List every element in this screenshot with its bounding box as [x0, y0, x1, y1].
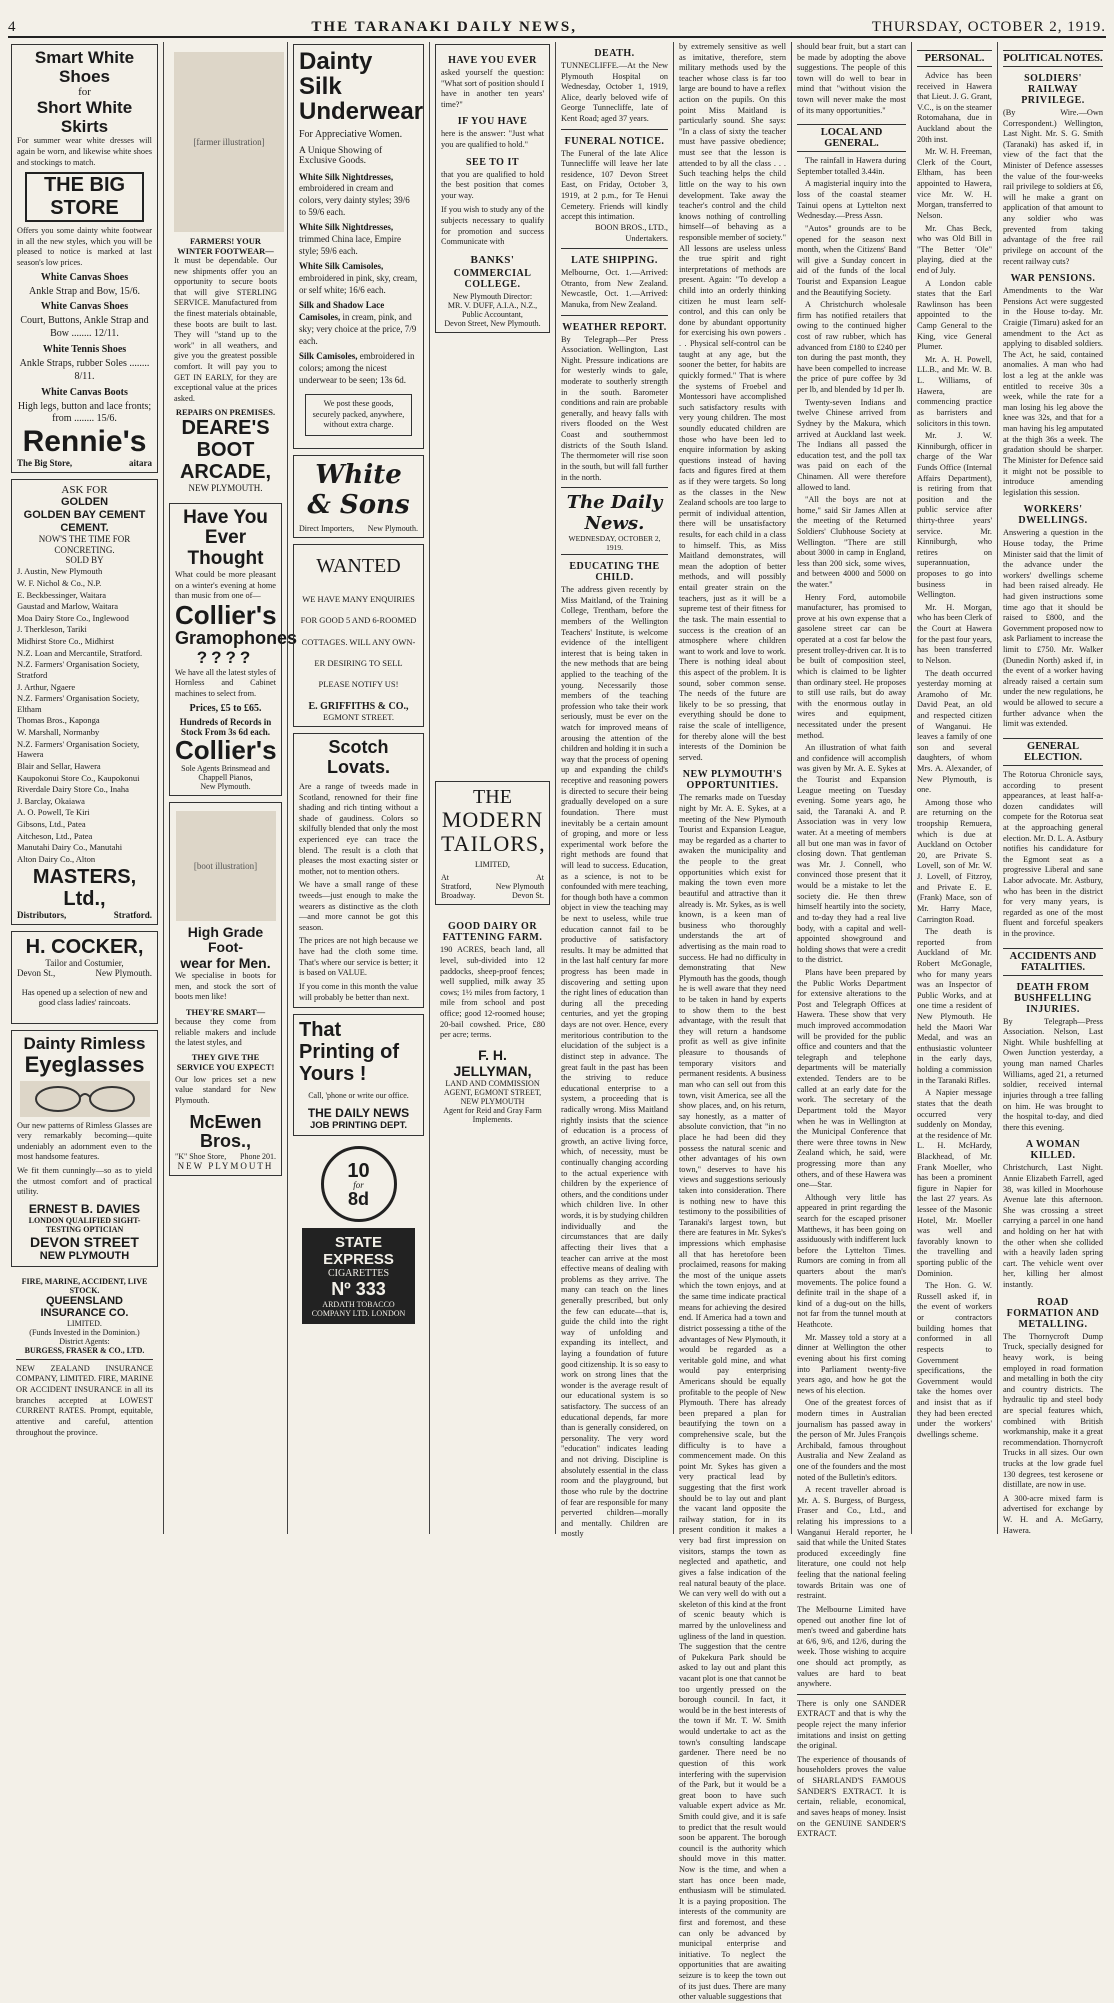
funeral-notice: The Funeral of the late Alice Tunnecliffe will leave her late residence, 107 Devon Street East, on Friday, October 3, 1919, at 2 p.m., for Te Henui Cemetery. Friends will kindly accept this intimation.	[561, 148, 668, 222]
personal-paragraph: A London cable states that the Earl Rawlinson has been appointed to the Camp General to the King, vice General Plumer.	[917, 278, 992, 352]
personal-paragraph: The Hon. G. W. Russell asked if, in the event of workers or contractors building homes that conformed in all respects to Government specifications, the Government would take the homes over and insist that as if they had been erected under the workers' dwellings scheme.	[917, 1281, 992, 1439]
white-sons-footer	[299, 524, 418, 533]
column-8	[912, 42, 998, 1534]
local-paragraph: Although very little has appeared in print regarding the search for the escaped prisoner Matthews, it has been going on assiduously with indifferent luck before the Lyttelton Times. Rumors are coming in from all quarters about the man's movements. The police found a definite trail in the shape of a kind of a dug-out on the hills, not far from the tunnel mouth at Heathcote.	[797, 1192, 906, 1330]
newspaper-title: THE TARANAKI DAILY NEWS,	[311, 19, 577, 35]
workers-text: Answering a question in the House today, the Prime Minister said that the limit of the advance under the workers' dwellings scheme had been raised already. He had given instructions some time ago that it should be raised to £800, and the Government proposed now to ask Parliament to increase the limit to £750. Mr. Walker (Dunedin North) asked if, in the event of a worker having already raised a certain sum under the new regulations, he would be allowed to secure a further advance when the limit was extended.	[1003, 528, 1103, 729]
dainty-item-desc: embroidered in cream and colors, very dainty styles; 39/6 to 59/6 each.	[299, 183, 410, 217]
state-express-maker: ARDATH TOBACCO COMPANY LTD. LONDON	[311, 1300, 406, 1319]
dainty-item	[299, 222, 418, 257]
local-paragraph: A Christchurch wholesale firm has notified retailers that owing to the continued higher cost of raw rubber, which has advanced from £180 to £240 per ton during the past month, they have been compelled to increase the price of pure coffee by 3d per lb, and blended by 1d per lb.	[797, 300, 906, 395]
agent-item: N.Z. Farmers' Organisation Society, Stratford	[17, 659, 140, 680]
agent-item: W. Marshall, Normanby	[17, 727, 100, 738]
column-9	[998, 42, 1108, 1534]
personal-paragraph: A Napier message states that the death occurred very suddenly on Monday, at the residence of Mr. L. H. McHardy, Blackhead, of Mr. Frank Moeller, who has been a prominent figure in Napier for the last 27 years. As lessee of the Masonic Hotel, Mr. Moeller was well and favorably known to the travelling and sporting public of the Dominion.	[917, 1088, 992, 1278]
deare-town: NEW PLYMOUTH.	[188, 482, 263, 493]
wanted-advert	[293, 544, 424, 727]
mcewen-h1: High Grade Foot-	[187, 923, 264, 956]
rennie-item-desc: Ankle Straps, rubber Soles ........ 8/11.	[19, 358, 150, 382]
banks-text1: asked yourself the question: "What sort of position should I have in another ten years' time?"	[441, 68, 544, 109]
davies-town: NEW PLYMOUTH	[39, 1249, 130, 1262]
banks-name: BANKS'	[470, 253, 515, 266]
editorial-heading: EDUCATING THE CHILD.	[569, 561, 660, 584]
agent-item: W. F. Nichol & Co., N.P.	[17, 577, 102, 588]
dainty-item-name: Silk Camisoles,	[299, 351, 358, 362]
farmer-boot-illustration-icon: [farmer illustration]	[174, 52, 284, 232]
dainty-h1: Dainty	[299, 48, 373, 75]
printing-paper: THE DAILY NEWS	[307, 1106, 410, 1121]
queensland-funds: (Funds Invested in the Dominion.)	[29, 1327, 140, 1337]
column-7	[792, 42, 912, 1839]
opportunities-heading: NEW PLYMOUTH'S OPPORTUNITIES.	[682, 769, 783, 792]
political-heading: POLITICAL NOTES.	[1003, 50, 1103, 67]
rennie-item-desc: Court, Buttons, Ankle Strap and Bow ........ 12/11.	[20, 315, 149, 340]
mcewen-phone: Phone 201.	[240, 1152, 276, 1162]
road-text: The Thornycroft Dump Truck, specially designed for heavy work, is being employed in road formation and metalling in both the city and country districts. The hydraulic tip and steel body are special features which, combined with British workmanship, make it a great recommendation. Thornycroft Trucks in all sizes. Our own trucks at the low grade fuel 130 degrees, test kerosene or distillate, are now in use.	[1003, 1331, 1103, 1490]
funeral-heading: FUNERAL NOTICE.	[564, 135, 665, 147]
modern-right1: New Plymouth	[495, 882, 544, 892]
personal-paragraph: Mr. W. H. Freeman, Clerk of the Court, Eltham, has been appointed to Hawera, vice Mr. W. H. Morgan, transferred to Nelson.	[917, 147, 992, 220]
state-express-advert	[293, 1142, 424, 1334]
dainty-item-desc: in cream, pink, and sky; very choice at the price, 7/9 each.	[299, 312, 417, 346]
mcewen-text1: We specialise in boots for men, and stock the sort of boots men like!	[175, 971, 276, 1002]
undertakers: BOON BROS., LTD., Undertakers.	[595, 222, 668, 243]
mcewen-service: THEY GIVE THE SERVICE YOU EXPECT!	[176, 1051, 275, 1072]
personal-paragraph: Mr. A. H. Powell, LL.B., and Mr. W. B. L. Williams, of Hawera, are commencing practice as barristers and solicitors in this town.	[917, 354, 992, 428]
cocker-advert	[11, 931, 158, 1024]
accidents-heading: ACCIDENTS AND FATALITIES.	[1003, 948, 1103, 976]
dainty-items	[299, 172, 418, 387]
column-2	[164, 42, 298, 1534]
deare-brand2: BOOT	[196, 438, 255, 461]
personal-paragraph: Among those who are returning on the troopship Remuera, which is due at Auckland on October 20, are Private S. Lovell, son of Mr. W. J. Lovell, of Fitzroy, and Private E. E. (Frank) Mace, son of Mr. Harry Mace, Carrington Road.	[917, 797, 992, 924]
masters-now: NOW'S THE TIME FOR CONCRETING.	[38, 534, 131, 555]
road-heading: ROAD FORMATION AND METALLING.	[1006, 1296, 1100, 1330]
agent-item: Alton Dairy Co., Alton	[17, 853, 96, 864]
colliers-town: New Plymouth.	[200, 781, 251, 791]
agent-item: Gibsons, Ltd., Patea	[17, 819, 86, 830]
soldiers-text: (By Wire.—Own Correspondent.) Wellington, Last Night. Mr. S. G. Smith (Taranaki) has asked if, in view of the fact that the Minister of Defence assesses the value of the four-weeks rail privilege to soldiers at £6, will he make a grant on application of that amount to any soldier who was prevented from taking advantage of the free rail privilege on account of the recent railway cuts?	[1003, 108, 1103, 266]
dainty-item-name: White Silk Camisoles,	[299, 261, 384, 272]
davies-street: DEVON STREET	[30, 1233, 139, 1250]
banks-college: COMMERCIAL COLLEGE.	[453, 267, 532, 290]
modern-limited: LIMITED,	[475, 860, 510, 870]
eyeglasses-icon	[20, 1081, 150, 1117]
scotch-text3: The prices are not high because we have had the cloth some time. That's where our service is better; it is based on VALUE.	[299, 936, 418, 978]
bushfelling-heading: DEATH FROM BUSHFELLING INJURIES.	[1014, 981, 1092, 1015]
queensland-name: QUEENSLAND INSURANCE CO.	[40, 1294, 129, 1319]
local-general-heading: LOCAL AND GENERAL.	[797, 124, 906, 152]
sander-extract-para: There is only one SANDER EXTRACT and that is why the people reject the many inferior imitations and insist on getting the original.	[797, 1698, 906, 1751]
masters-line: GOLDEN BAY CEMENT	[23, 509, 146, 522]
local-paragraph: "All the boys are not at home," said Sir James Allen at the meeting of the Returned Soldiers' Clubhouse Society at Wellington. "There are still about 3000 in camp in England, less than 200 sick, some wives, and between 4000 and 5000 on the water."	[797, 495, 906, 590]
colliers-agents: Sole Agents Brinsmead and Chappell Pianos,	[181, 763, 270, 782]
agent-item: J. Therkleson, Tariki	[17, 624, 87, 635]
jellyman-name: F. H. JELLYMAN,	[453, 1046, 532, 1079]
dainty-item-name: White Silk Nightdresses,	[299, 171, 394, 182]
rennie-items	[17, 272, 152, 427]
masters-brand: MASTERS, Ltd.,	[32, 865, 137, 910]
local-paragraph: Plans have been prepared by the Public Works Department for extensive alterations to the Post and Telegraph Offices at Hawera. These show that very much improved accommodation will be provided for the public office and counters and that the telegraph and telephone departments will be materially extended. Tenders are to be called at an early date for the work. The secretary of the Department told the Mayor when he was in Wellington at the Municipal Conference that there were three towns in New Zealand which, he said, were progressing more than any others, and of these Hawera was one—Star.	[797, 967, 906, 1190]
cocker-address-right: New Plymouth.	[95, 967, 152, 978]
modern-right2: Devon St.	[512, 891, 544, 901]
colliers-records: Hundreds of Records in Stock From 3s 6d each.	[179, 716, 272, 737]
local-paragraph: The rainfall in Hawera during September totalled 3.44in.	[797, 156, 906, 176]
wanted-line: WE HAVE MANY ENQUIRIES	[302, 594, 415, 605]
agent-item: Riverdale Dairy Store Co., Inaha	[17, 784, 129, 795]
local-paragraph: Mr. Massey told a story at a dinner at Wellington the other evening about his first coming into Parliament twenty-five years ago, and how he got the news of his election.	[797, 1332, 906, 1395]
masters-sold: SOLD BY	[65, 554, 104, 565]
rennie-store: THE BIG STORE	[25, 172, 144, 222]
agent-item: N.Z. Loan and Mercantile, Stratford.	[17, 647, 143, 658]
davies-text1: Our new patterns of Rimless Glasses are very remarkably becoming—quite undeniably an adornment even to the most handsome features.	[17, 1120, 152, 1162]
deare-advert	[169, 44, 282, 497]
banks-director: MR. V. DUFF, A.I.A., N.Z., Public Accountant,	[447, 300, 538, 319]
wanted-line: PLEASE NOTIFY US!	[318, 679, 399, 690]
state-express-num: Nº 333	[331, 1279, 386, 1300]
dainty-item-desc: embroidered in pink, sky, cream, or self white; 16/6 each.	[299, 273, 418, 295]
printing-h2: Printing of	[299, 1041, 399, 1064]
scotch-text2: We have a small range of these tweeds—just enough to make the wearers as distinctive as the cloth—and more cannot be got this season.	[299, 880, 418, 932]
editorial-masthead: The Daily News.	[566, 492, 663, 535]
war-pensions-heading: WAR PENSIONS.	[1010, 273, 1096, 285]
banks-h3: SEE TO IT	[465, 156, 520, 168]
death-notice: TUNNECLIFFE.—At the New Plymouth Hospital on Wednesday, October 1, 1919, Alice, dearly beloved wife of George Tunnecliffe, late of Kent Road; aged 37 years.	[561, 61, 668, 124]
issue-date: THURSDAY, OCTOBER 2, 1919.	[871, 19, 1106, 35]
agent-item: J. Arthur, Ngaere	[17, 681, 76, 692]
melbourne-limited-para: The Melbourne Limited have opened out another fine lot of men's tweed and gaberdine hats at 6/6, 9/6, and 12/6, during the week. Those wishing to acquire one should act promptly, as values are hard to beat anywhere.	[797, 1604, 906, 1689]
price-number: 10	[347, 1159, 370, 1182]
banks-text3: that you are qualified to hold the best position that comes your way.	[441, 169, 544, 200]
workers-heading: WORKERS' DWELLINGS.	[1018, 504, 1088, 527]
davies-h1: Dainty Rimless	[23, 1033, 146, 1053]
cocker-address-left: Devon St.,	[17, 967, 56, 978]
rennie-h2: for	[78, 86, 91, 99]
weather-text: By Telegraph—Per Press Association. Wellington, Last Night. Pressure indications are for westerly winds to gale, moderate to southerly strength in the south. Barometer conditions and rain are probable generally, and heavy falls with rivers flooded on the West Coast and southernmost districts of the South Island. The thermometer will rise soon in the south, but will fall further in the north.	[561, 334, 668, 482]
personal-paragraph: Mr. H. Morgan, who has been Clerk of the Court at Hawera for the past four years, has been transferred to Nelson.	[917, 602, 992, 665]
modern-h1: THE	[473, 785, 512, 808]
agent-item: N.Z. Farmers' Organisation Society, Eltham	[17, 693, 140, 714]
modern-h2: MODERN	[441, 806, 544, 832]
dainty-item-desc: embroidered in colors; among the nicest underwear to be seen; 13s 6d.	[299, 351, 415, 385]
cocker-trade: Tailor and Costumier,	[45, 957, 124, 968]
masters-advert	[11, 479, 158, 925]
masters-cement: CEMENT.	[60, 521, 109, 534]
masters-footer	[17, 910, 152, 920]
dainty-post: We post these goods, securely packed, anywhere, without extra charge.	[305, 394, 412, 436]
rennie-h1: Smart White Shoes	[34, 48, 135, 86]
masters-footer-left: Distributors,	[17, 909, 67, 920]
mcewen-store: "K" Shoe Store,	[175, 1152, 227, 1162]
rennie-intro: For summer wear white dresses will again be worn, and likewise white shoes and stockings to match.	[17, 136, 152, 167]
dainty-item-name: Silk and Shadow Lace Camisoles,	[299, 300, 385, 323]
rennie-brand: Rennie's	[22, 425, 147, 459]
rennie-advert	[11, 44, 158, 473]
agent-item: Blair and Sellar, Hawera	[17, 760, 101, 771]
woman-killed-text: Christchurch, Last Night. Annie Elizabeth Farrell, aged 38, was killed in Moorhouse Avenue late this afternoon. She was crossing a street carrying a parcel in one hand and holding on her hat with the other when she collided with a heavily laden spring cart. The vehicle went over her, killing her almost instantly.	[1003, 1163, 1103, 1290]
colliers-brand: Collier's	[175, 600, 277, 631]
banks-h1: HAVE YOU EVER	[448, 55, 537, 66]
local-paragraph: A recent traveller abroad is Mr. A. S. Burgess, of Burgess, Fraser and Co., Ltd., and relating his impressions to a Wanganui Herald reporter, he said that while the United States produced exceedingly fine literature, one could not help feeling that the national feeling towards Britain was one of restraint.	[797, 1485, 906, 1601]
rennie-footer-right: aitara	[129, 457, 152, 468]
weather-heading: WEATHER REPORT.	[562, 321, 667, 333]
white-sons-advert	[293, 455, 424, 538]
wanted-line: COTTAGES. WILL ANY OWN-	[301, 636, 416, 647]
wanted-name: E. GRIFFITHS & CO.,	[308, 701, 409, 713]
banks-text4: If you wish to study any of the subjects necessary to qualify for promotion and success Communicate with	[441, 205, 544, 247]
banks-address: Devon Street, New Plymouth.	[444, 318, 541, 328]
wanted-lines	[299, 589, 418, 695]
personal-paragraph: The death is reported from Auckland of Mr. Robert McGonagle, who for many years was an Inspector of Public Works, and at one time a resident of New Plymouth. He held the Maori War Medal, and was an enthusiastic volunteer in the early days, holding a commission in the Taranaki Rifles.	[917, 927, 992, 1085]
queensland-agents: BURGESS, FRASER & CO., LTD.	[24, 1345, 145, 1355]
column-4	[430, 42, 556, 1534]
mcewen-text3: Our low prices set a new value standard for New Plymouth.	[175, 1074, 276, 1105]
jellyman-advert	[435, 911, 550, 1127]
mcewen-smart: THEY'RE SMART—	[185, 1006, 266, 1017]
general-election-text: The Rotorua Chronicle says, according to present appearances, at least half-a-dozen candidates will compete for the Rotorua seat at the approaching general election. Mr. D. L. A. Astbury notifies his candidature for the Egmont seat as a progressive Liberal and sane Labor advocate. Mr. Astbury, who has been in the district for very many years, is regarded as one of the most fluent and forceful speakers in the province.	[1003, 769, 1103, 939]
rennie-item-name: White Canvas Boots	[41, 386, 128, 398]
agent-item: Kaupokonui Store Co., Kaupokonui	[17, 772, 140, 783]
personal-paragraphs	[917, 71, 992, 1440]
bushfelling-text: By Telegraph—Press Association. Nelson, Last Night. While bushfelling at Owen Junction yesterday, a young man named Charles Williams, aged 21, a returned soldier, received internal injuries through a tree falling on him. He was brought to the hospital to-day, and died there this evening.	[1003, 1016, 1103, 1132]
dainty-h3: Underwear	[299, 98, 424, 126]
cocker-address	[17, 968, 152, 978]
mcewen-advert	[169, 802, 282, 1176]
banks-director-label: New Plymouth Director:	[452, 291, 533, 301]
colliers-product: Gramophones	[175, 628, 298, 649]
wanted-line: FOR GOOD 5 AND 6-ROOMED	[300, 615, 417, 626]
dainty-advert	[293, 44, 424, 449]
deare-brand1: DEARE'S	[181, 416, 270, 439]
local-paragraph: An illustration of what faith and confidence will accomplish was given by Mr. A. E. Sykes at the Tourist and Expansion League meeting on Tuesday evening. Some years ago, he said, the Taranaki A. and P. Association was in very low water. At a meeting of members all but one man was in favor of closing down. That gentleman was Mr. J. Connell, who convinced those present that it would be a mistake to let the society die. He then threw himself heartily into the society, and to-day they had a real live body, with a capital and well-appointed showground and holding shows that were a credit to the district.	[797, 743, 906, 965]
opportunities-continued: should bear fruit, but a start can be made by adopting the above suggestions. The people of this town will do well to bear in mind that "without vision the town will never make the most of its many opportunities."	[797, 42, 906, 115]
scotch-text1: Are a range of tweeds made in Scotland, renowned for their fine shading and rich tinting without a shade of gaudiness. Colors so skilfully blended that only the most experienced eye can trace the blend. The result is a cloth that pleases the most exacting sister or mother, not to mention others.	[299, 781, 418, 876]
queensland-agents-label: District Agents:	[59, 1336, 110, 1346]
personal-paragraph: Advice has been received in Hawera that Lieut. J. G. Grant, V.C., is on the steamer Rotomahana, due in Auckland about the 20th inst.	[917, 71, 992, 144]
queensland-advert	[11, 1273, 158, 1442]
masters-footer-right: Stratford.	[113, 909, 152, 920]
wanted-street: EGMONT STREET.	[323, 712, 394, 723]
general-election-heading: GENERAL ELECTION.	[1003, 738, 1103, 766]
dainty-item	[299, 172, 418, 219]
dainty-item	[299, 351, 418, 386]
rennie-item-name: White Canvas Shoes	[40, 301, 129, 313]
white-sons-right: New Plymouth.	[367, 524, 418, 534]
war-pensions-text: Amendments to the War Pensions Act were suggested in the House to-day. Mr. Craigie (Timaru) asked for an amendment to the Act as applying to disabled soldiers. The Act, he said, contained anomalies. A man who had lost a leg at the ankle was entitled to receive 30s a week, while the rate for a man losing his leg above the knee was 32s, and that for a man having his leg amputated at the thigh 36s a week. The gradation should be sharper. The Minister for Defence said it might not be possible to introduce amending legislation this session.	[1003, 286, 1103, 497]
agent-item: Aitcheson, Ltd., Patea	[17, 830, 93, 841]
column-5	[556, 42, 674, 1539]
local-paragraph: A magisterial inquiry into the loss of the coastal steamer Tainui opens at Lyttelton next Wednesday.—Press Assn.	[797, 179, 906, 221]
personal-paragraph: Mr. J. W. Kinniburgh, officer in charge of the War Funds Office (Internal Affairs Department), is retiring from that position and the public service after thirty-three years' service. Mr. Kinniburgh, who retires on superannuation, proposes to go into business in Wellington.	[917, 431, 992, 600]
wanted-title: WANTED	[316, 555, 401, 578]
davies-sub: LONDON QUALIFIED SIGHT-TESTING OPTICIAN	[28, 1215, 141, 1234]
white-sons-left: Direct Importers,	[299, 524, 355, 534]
colliers-intro: What could be more pleasant on a winter's evening at home than music from one of—	[175, 570, 276, 601]
modern-tailors-advert	[435, 781, 550, 905]
woman-killed-heading: A WOMAN KILLED.	[1025, 1139, 1081, 1162]
dainty-item	[299, 300, 418, 347]
modern-at: At	[441, 873, 449, 883]
price-for: for	[353, 1179, 364, 1190]
editorial-date: WEDNESDAY, OCTOBER 2, 1919.	[561, 534, 668, 555]
price-seal-icon	[321, 1146, 397, 1222]
masters-agents	[17, 566, 152, 864]
rennie-h3: Short White Skirts	[36, 98, 133, 136]
scotch-lovats-advert	[293, 733, 424, 1008]
rennie-item-name: White Canvas Shoes	[40, 271, 129, 283]
personal-paragraph: The death occurred yesterday morning at Aramoho of Mr. David Peat, an old and respected citizen of Wanganui. He leaves a family of one son and several daughters, of whom Mrs. A. Alexander, of New Plymouth, is one.	[917, 668, 992, 795]
cocker-name: H. COCKER,	[25, 935, 144, 958]
rennie-footer-left: The Big Store,	[17, 457, 73, 468]
price-pence: 8d	[347, 1188, 369, 1209]
farm-exchange-text: A 300-acre mixed farm is advertised for exchange by W. H. and A. McGarry, Hawera.	[1003, 1493, 1103, 1535]
wanted-line: ER DESIRING TO SELL	[314, 657, 403, 668]
white-sons-brand: White & Sons	[307, 460, 410, 521]
state-express-brand: STATE EXPRESS	[323, 1234, 394, 1269]
mcewen-text2: because they come from reliable makers and include the latest styles, and	[175, 1016, 276, 1048]
personal-paragraph: Mr. Chas Beck, who was Old Bill in "The Better 'Ole" playing, died at the end of July.	[917, 223, 992, 275]
printing-h1: That	[299, 1019, 342, 1042]
agent-item: A. O. Powell, Te Kiri	[17, 807, 90, 818]
scotch-text4: If you come in this month the value will probably be better than next.	[299, 981, 418, 1002]
printing-advert	[293, 1014, 424, 1136]
dainty-intro: A Unique Showing of Exclusive Goods.	[299, 145, 383, 166]
agent-item: Moa Dairy Store Co., Inglewood	[17, 612, 129, 623]
local-paragraph: "Autos" grounds are to be opened for the season next month, when the Citizens' Band will give a Sunday concert in aid of the funds of the local Tourist and Expansion League and the Beautifying Society.	[797, 223, 906, 297]
queensland-limited: LIMITED.	[67, 1318, 102, 1328]
davies-text2: We fit them cunningly—so as to yield the utmost comfort and of practical utility.	[17, 1166, 152, 1197]
local-paragraph: Henry Ford, automobile manufacturer, has promised to prove at his own expense that a gasolene street car can be operated at a cost far below the present trolley-driven car. It is to be built of composition steel, which is claimed to be lighter than ordinary steel. He proposes to still use rails, but do away with the enormous outlay in wires and equipment, necessitated under the present method.	[797, 592, 906, 740]
boot-illustration-icon: [boot illustration]	[176, 811, 276, 921]
colliers-text: We have all the latest styles of Hornless and Cabinet machines to select from.	[175, 667, 276, 699]
jellyman-text: 190 ACRES, beach land, all level, sub-divided into 12 paddocks, sheep-proof fences; well supplied, milk away 35 cows; 1½ miles from factory, 1 mile from school and post office; good 12-roomed house; 20-bail cowshed. Price, £80 per acre; terms.	[440, 945, 545, 1040]
editorial-text: The address given recently by Miss Maitland, of the Training College, Trentham, before the members of the Wellington Teachers' Institute, is welcome evidence of the intelligent interest that is being taken in the new methods that are being applied to the teaching of the young. Necessarily those members of the teaching profession who take their work seriously, must be ever on the watch for improved means of arousing the attention of the children and holding it in such a way that the process of opening up and expanding the child's receptive and reasoning powers is directed to secure their being gradually developed on a sure foundation. There must inevitably be a certain amount of groping, and more or less experimental work before the right methods are found that will lead to success. Education, as a science, is not to be confounded with mere teaching, for though both have a common object in view the teaching may be next to useless, while true education cannot fail to be productive of satisfactory results. It may be admitted that in the last half century far more progress has been made in discovering and setting upon the right lines of education than during all the preceding centuries, and yet the groping days are not over. Hence, every meritorious contribution to the elucidation of the subject is a distinct step in advance. The great fault in the past has been the striving to reduce educational enterprise to a system, a proceeding that is radically wrong. Miss Maitland rightly insists that the science of education is a process of growth, an active living force, which, of necessity, must be continually changing according to the actual experience with children by the experience of others, and the conditions under which children live. In other words, it is by studying children individually and the circumstances that are daily affecting their lives that a teacher can arrive at the most effective means of dealing with problems as they arrive. The many can teach on the lines generally prescribed, but only the few can educate—that is, guide the child into the right way of unfolding and expanding its intellect, and laying a foundation of future good citizenship. It is so easy to work on strong lines that the wonder is the average result of our educational system is so satisfactory. The success of an educational depends, far more than is generally considered, on personality. The very word "education" indicates leading and not driving. Discipline is absolutely essential in the class room and the playground, but those who rule by the doctrine of fear are responsible for many perverted children—morally and mentally. Children are mostly	[561, 585, 668, 1539]
personal-heading: PERSONAL.	[917, 50, 992, 67]
masters-ask: ASK FOR	[61, 483, 108, 496]
rennie-offer: Offers you some dainty white footwear in all the new styles, which you will be pleased to notice is marked at last season's low prices.	[17, 226, 152, 268]
colliers-h1: Have You	[183, 506, 268, 528]
local-general-paragraphs	[797, 156, 906, 1602]
banks-text2: here is the answer: "Just what you are qualified to hold."	[441, 129, 544, 150]
soldiers-heading: SOLDIERS' RAILWAY PRIVILEGE.	[1021, 73, 1085, 106]
printing-call: Call, 'phone or write our office.	[308, 1091, 409, 1101]
nz-insurance-advert: NEW ZEALAND INSURANCE COMPANY, LIMITED. FIRE, MARINE OR ACCIDENT INSURANCE in all its branches accepted at LOWEST CURRENT RATES. Prompt, equitable, attentive and careful, attention throughout the province.	[16, 1363, 153, 1437]
agent-item: Thomas Bros., Kaponga	[17, 715, 100, 726]
dainty-item-desc: trimmed China lace, Empire style; 59/6 each.	[299, 234, 401, 256]
deare-text: It must be dependable. Our new shipments offer you an opportunity to secure boots that will give STERLING SERVICE. Manufactured from the finest materials obtainable, these boots are built to last. They will "stand up to the work" in all weathers, and give you the greatest possible comfort. It will pay you to GET IN EARLY, for they are exceptional value at the prices asked.	[174, 256, 277, 403]
state-express-cig: CIGARETTES	[327, 1268, 390, 1280]
modern-left2: Broadway.	[441, 891, 476, 901]
shipping-heading: LATE SHIPPING.	[571, 255, 658, 267]
davies-advert	[11, 1030, 158, 1267]
dainty-item-name: White Silk Nightdresses,	[299, 222, 394, 233]
deare-repairs: REPAIRS ON PREMISES.	[175, 406, 276, 417]
modern-h3: TAILORS,	[441, 831, 546, 857]
deare-caption: FARMERS! YOUR WINTER FOOTWEAR—	[177, 236, 274, 256]
dainty-sub: For Appreciative Women.	[299, 128, 403, 140]
dainty-h2: Silk	[299, 73, 342, 101]
modern-at2: At	[536, 873, 544, 883]
local-paragraph: Twenty-seven Indians and twelve Chinese arrived from Sydney by the Makura, which arrived at Auckland last week. The Indians all passed the education test, and the poll tax was paid on each of the Chinamen. All were therefore allowed to land.	[797, 397, 906, 492]
masthead	[8, 14, 1106, 38]
colliers-marks: ????	[196, 648, 255, 668]
davies-h2: Eyeglasses	[24, 1052, 145, 1078]
death-heading: DEATH.	[594, 48, 635, 59]
opportunities-text: The remarks made on Tuesday night by Mr. A. E. Sykes, at a meeting of the New Plymouth Tourist and Expansion League, may be regarded as a charter to awaken the municipality and the people to the great opportunities which exist for making the town even more beautiful and attractive than it already is. Mr. Sykes, as is well known, is a keen man of business who thoroughly understands the art of advertising as the main road to success. He had no difficulty in demonstrating that New Plymouth has the goods, though he is well aware that they need to be taken in hand by experts to show them to the best advantage, with the result that they will return a handsome profit as well as give infinite pleasure to thousands of temporary visitors and permanent residents. A business man who can sell out from this town, visit America, see all the show places, and, on his return, say honestly, as a matter of absolute conviction, that "in no place he had been did they possess the natural scenic and other advantages of his own town," deserves to have his views and suggestions seriously taken into consideration. There is nothing new to have this testimony to the possibilities of Taranaki's largest town, but there are features in Mr. Sykes's impressions which emphasise all that has heretofore been proclaimed, reasons for making the most of the unique assets which the town enjoys, and at the same time indicate practical means for achieving the desired end. If America had a town and district possessing a tithe of the advantages of New Plymouth, it would be regarded as a veritable gold mine, and what would pay enterprising Americans should be equally profitable to the people of New Plymouth. There has already been prepared a plan for beautifying the town on a comprehensive scale, but the difficulty is to have a commencement made. On this point Mr. Sykes has given a very practical lead by suggesting that the first work should be to lay out and plant the vacant land opposite the railway station, for in its present condition it makes a very bad first impression on visitors, stamps the town as neglected and apathetic, and gives a false indication of the real natural beauty of the place. We can very well do with out a skeleton of this kind at the front of scenic beauty which is marred by the unloveliness and ugliness of the land in question. The suggestion that the centre of Pukekura Park should be asked to lay out and plant this vacant plot is one that cannot be too urgently pressed on the borough council. In fact, it would be in the best interests of the town if Mr. T. W. Smith would undertake to act as the town's consulting landscape gardener. There need be no question of this work interfering with the supervision of the Park, but it would be a great boon to have such valuable expert advice as Mr. Smith could give, and it is safe to predict that the result would soon be apparent. The borough council is the authority which should move in this matter. Now is the time, and when a start has once been made, enthusiasm will be stimulated. It is a paying proposition. The interests of the community are first and foremost, and these can only be advanced by municipal enterprise and initiative. To neglect the opportunities that are awaiting seizure is to keep the town out of its just dues. There are many other valuable suggestions that	[679, 793, 786, 2002]
rennie-item-desc: High legs, button and lace fronts; from ........ 15/6.	[17, 400, 152, 425]
deare-brand3: ARCADE,	[179, 460, 272, 483]
column-6	[674, 42, 792, 2002]
queensland-line1: FIRE, MARINE, ACCIDENT, LIVE STOCK.	[21, 1276, 148, 1295]
dainty-item	[299, 261, 418, 296]
colliers-advert	[169, 503, 298, 796]
shipping-text: Melbourne, Oct. 1.—Arrived: Otranto, from New Zealand. Newcastle, Oct. 1.—Arrived: Manuka, from New Zealand.	[561, 268, 668, 309]
mcewen-contact	[175, 1152, 276, 1161]
jellyman-sub: LAND AND COMMISSION AGENT, EGMONT STREET, NEW PLYMOUTH	[443, 1078, 542, 1106]
mcewen-brand: McEwen Bros.,	[189, 1111, 262, 1152]
agent-item: Manutahi Dairy Co., Manutahi	[17, 842, 123, 853]
jellyman-agent: Agent for Reid and Gray Farm Implements.	[443, 1105, 542, 1124]
page-number: 4	[8, 19, 17, 35]
cocker-text: Has opened up a selection of new and good class ladies' raincoats.	[21, 987, 148, 1008]
masters-golden: GOLDEN	[60, 496, 109, 509]
agent-item: Gaustad and Marlow, Waitara	[17, 601, 119, 612]
banks-h2: IF YOU HAVE	[457, 116, 528, 128]
printing-dept: JOB PRINTING DEPT.	[309, 1120, 408, 1132]
printing-h3: Yours !	[299, 1063, 367, 1086]
agent-item: E. Beckbessinger, Waitara	[17, 589, 106, 600]
rennie-footer	[17, 458, 152, 468]
agent-item: J. Austin, New Plymouth	[17, 566, 103, 577]
davies-name: ERNEST B. DAVIES	[28, 1201, 141, 1216]
colliers-prices: Prices, £5 to £65.	[189, 702, 262, 714]
colliers-h2: Ever Thought	[187, 527, 264, 570]
rennie-item-desc: Ankle Strap and Bow, 15/6.	[28, 285, 140, 297]
column-3	[288, 42, 430, 1534]
scotch-title: Scotch Lovats.	[326, 737, 391, 778]
sander-extract-para-2: The experience of thousands of householders proves the value of SHARLAND'S FAMOUS SANDER'S EXTRACT. It is certain, reliable, economical, and saves heaps of money. Insist on the GENUINE SANDER'S EXTRACT.	[797, 1754, 906, 1839]
local-paragraph: One of the greatest forces of modern times in Australian journalism has passed away in the person of Mr. Jules François Archibald, famous throughout Australia and New Zealand as one of the founders and the most noted of the Bulletin's editors.	[797, 1398, 906, 1482]
rennie-item-name: White Tennis Shoes	[42, 344, 127, 356]
mcewen-town: NEW PLYMOUTH	[177, 1161, 274, 1172]
banks-advert	[435, 44, 550, 333]
editorial-continued: by extremely sensitive as well as imitative, therefore, stern military methods used by the teacher whose class is far too large are bound to have a reflex action on the pupils. On this point Miss Maitland is particularly sound. She says: "In a class of sixty the teacher must have passive obedience; must see that the lesson is attended to by all the class . . . Such teaching helps the child little on the way to his own development. Take away the teacher's control and the child knows nothing of controlling himself—of behaving as a responsible member of society." All lessons are useless unless the true spirit and right interpretations of methods are present. Again: "To develop a child into an orderly thinking citizen he must learn self-control, and this can only be done by abundant opportunity for exercising his own powers . . . Physical self-control can be taught at any age, but the sooner the better, for habits are quickly formed." That is where the systems of Froebel and Montessori have accomplished such satisfactory results with very young children. The most soundly educated children are those who have been led to enquire information by asking questions instead of having facts and figures fired at them as if they were targets. So long as the classes in the New Zealand schools are too large to permit of individual attention, there will be unsatisfactory results, for each child in a class to himself. This, as Miss Maitland demonstrates, will mean the adoption of better methods, and will possibly entail greater strain on the teachers, just as it will be a supreme test of their fitness for the task. The main essential to success is the creation of an atmosphere where children want to work and love to work. There is nothing ideal about this aspect of the problem. It is sound, sober common sense. The needs of the future are likely to be so pressing, that everything should be done to raise the scale of intelligence, for thereby alone will the best interests of the Dominion be served.	[679, 42, 786, 762]
colliers-brand2: Collier's	[175, 734, 277, 765]
mcewen-h2: wear for Men.	[180, 954, 271, 971]
modern-left1: Stratford,	[441, 882, 472, 892]
column-1	[6, 42, 164, 1534]
agent-item: Midhirst Store Co., Midhirst	[17, 636, 115, 647]
agent-item: N.Z. Farmers' Organisation Society, Hawera	[17, 738, 140, 760]
jellyman-title: GOOD DAIRY OR FATTENING FARM.	[442, 921, 543, 944]
agent-item: J. Barclay, Okaiawa	[17, 795, 85, 806]
